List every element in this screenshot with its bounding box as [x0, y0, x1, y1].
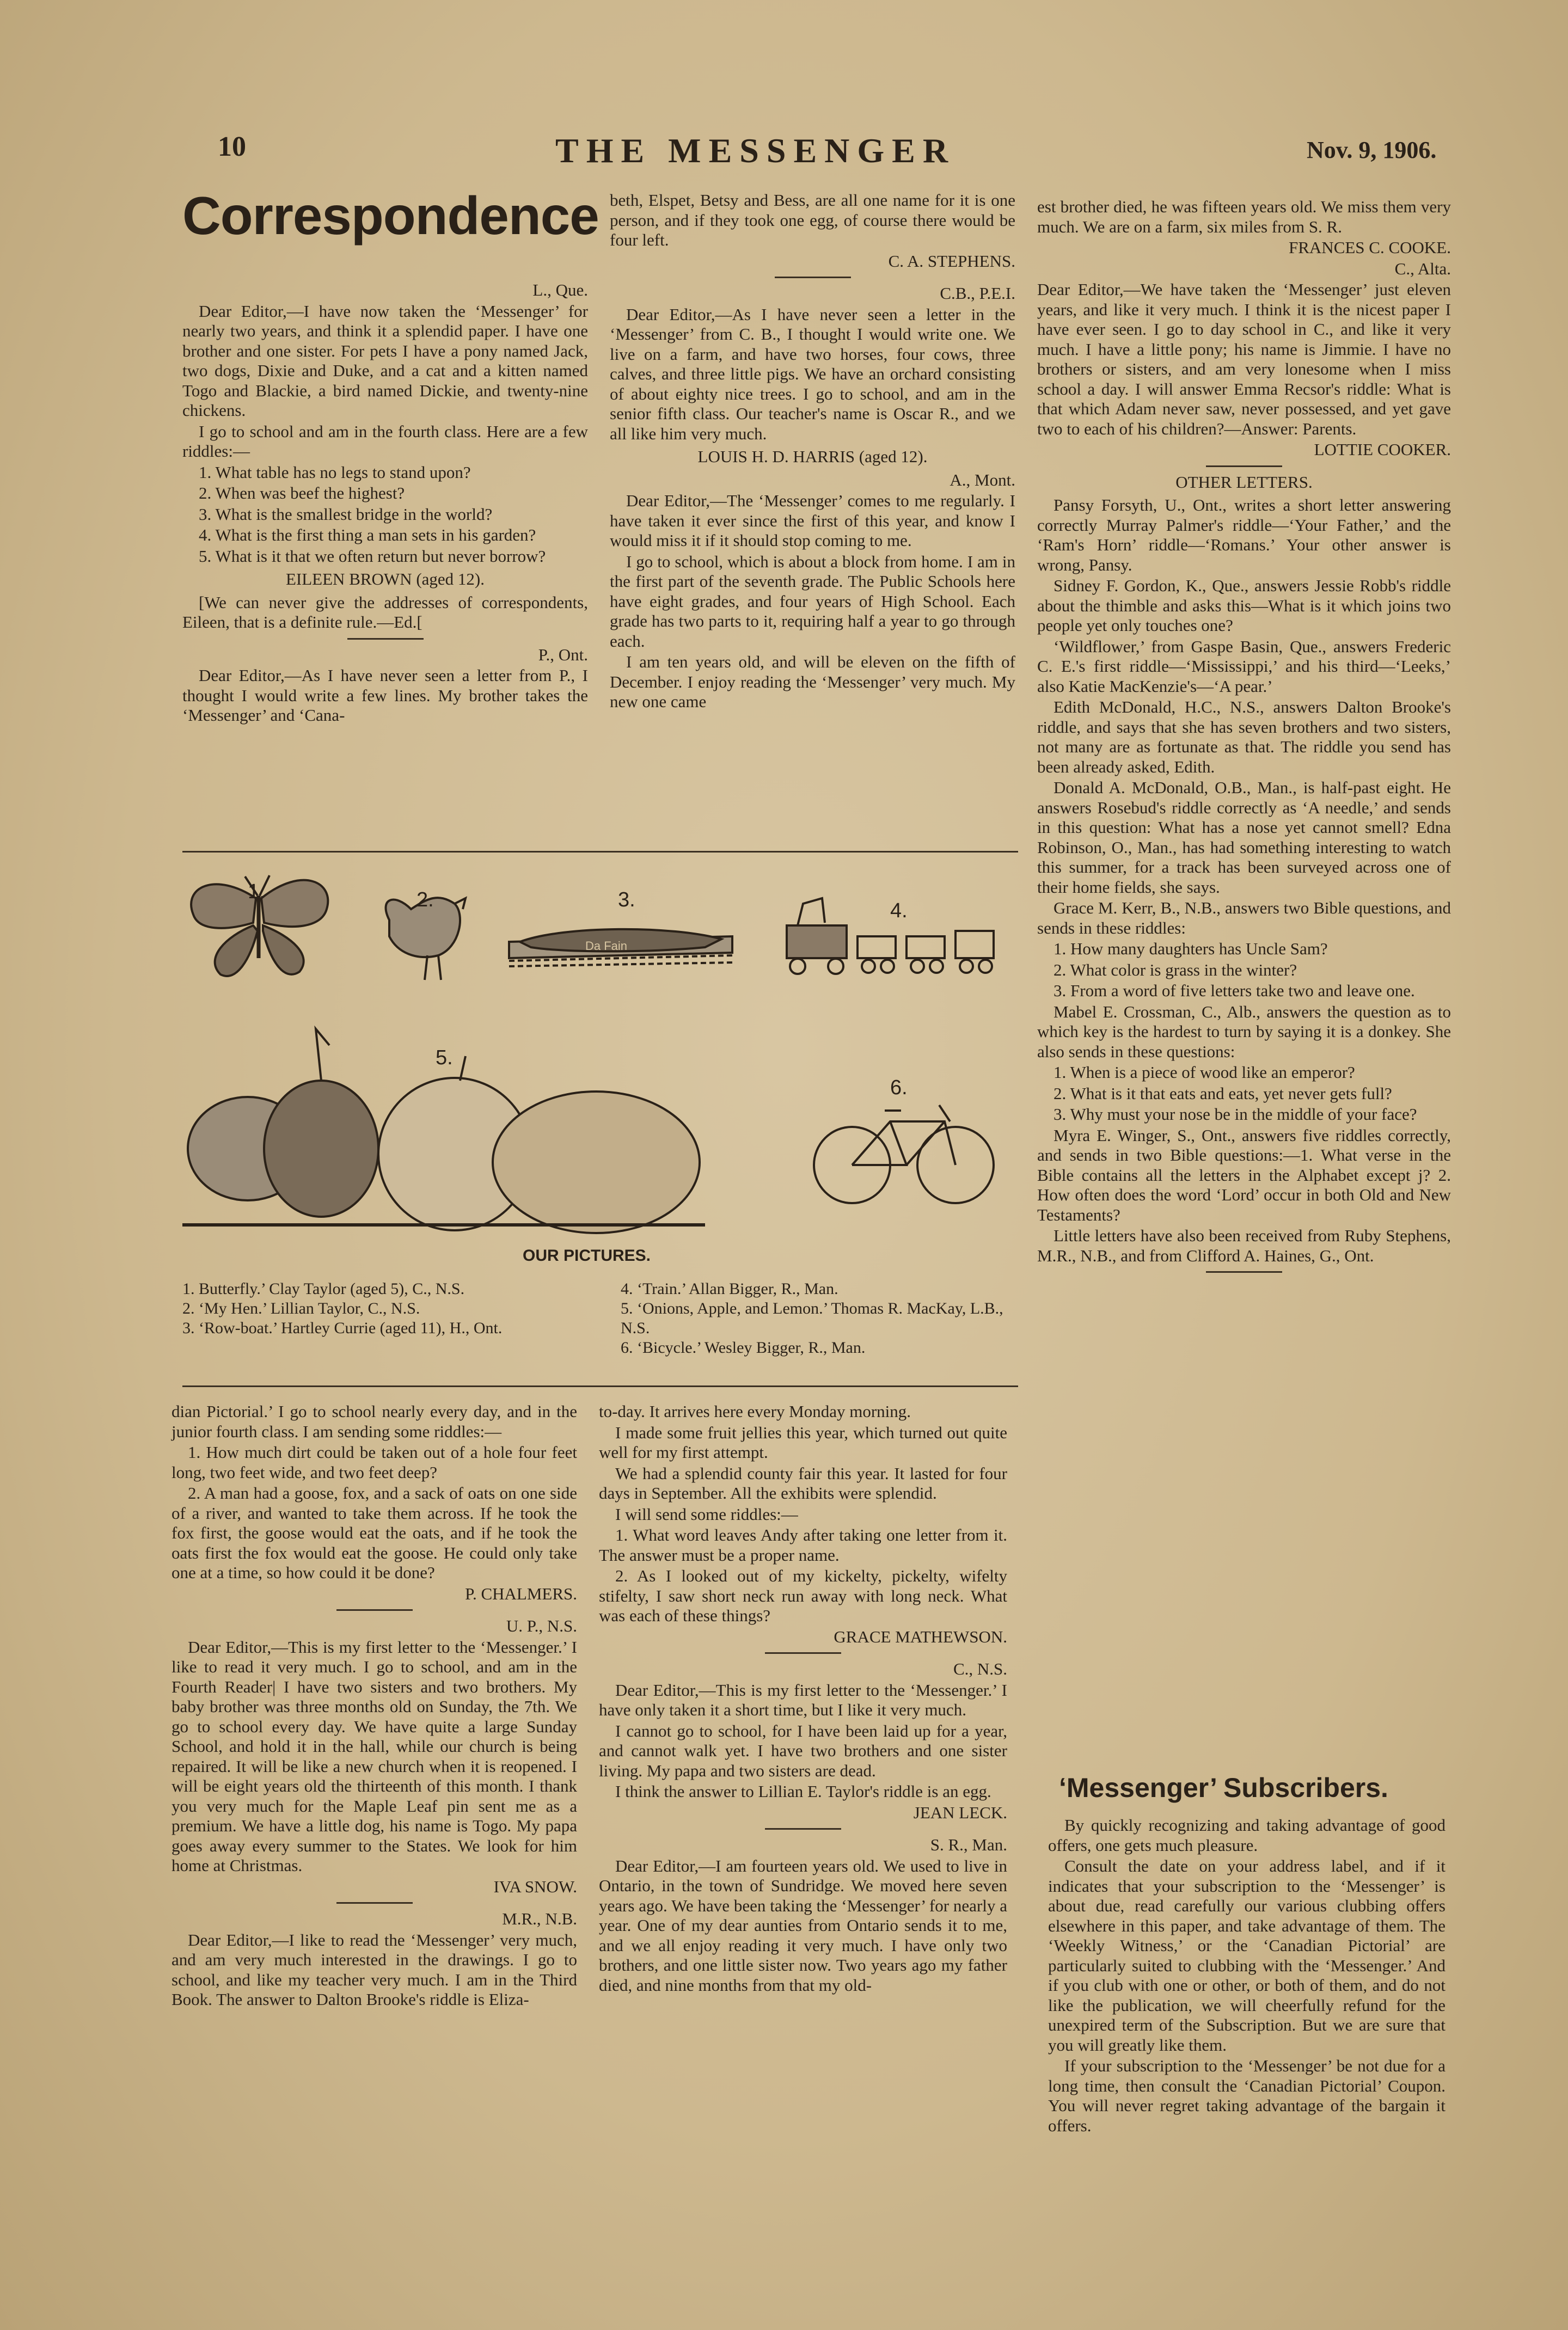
paragraph: Dear Editor,—I have now taken the ‘Messenger’ for nearly two years, and think it a splendid paper. I have one brother and one sister. For pets I have a pony named Jack, two dogs, Dixie and Duke, and a cat and a kitten named Togo and Blackie, a bird named Dickie, and twenty-nine chickens.	[182, 301, 588, 420]
separator-rule	[1206, 465, 1282, 467]
paragraph: Pansy Forsyth, U., Ont., writes a short letter answering correctly Murray Palmer's riddle—‘Your Father,’ and the ‘Ram's Horn’ riddle—‘Romans.’ Your other answer is wrong, Pansy.	[1037, 495, 1451, 574]
pictures-title: OUR PICTURES.	[523, 1247, 651, 1265]
paragraph: 3. Why must your nose be in the middle of your face?	[1054, 1105, 1417, 1124]
picture-label-4: 4.	[890, 899, 908, 922]
paragraph: I made some fruit jellies this year, which turned out quite well for my first attempt.	[599, 1422, 1007, 1462]
pictures-top-rule	[182, 851, 1018, 853]
picture-caption: 5. ‘Onions, Apple, and Lemon.’ Thomas R. MacKay, L.B., N.S.	[621, 1299, 1003, 1337]
dateline-or-signature: P., Ont.	[538, 645, 588, 664]
column-1	[182, 280, 588, 727]
paragraph: Sidney F. Gordon, K., Que., answers Jessie Robb's riddle about the thimble and asks this—What is it which joins two people yet only touches one?	[1037, 576, 1451, 635]
paragraph: 1. What table has no legs to stand upon?	[199, 462, 471, 482]
paragraph: Little letters have also been received from Ruby Stephens, M.R., N.B., and from Clifford A. Haines, G., Ont.	[1037, 1226, 1451, 1265]
paragraph: I think the answer to Lillian E. Taylor's riddle is an egg.	[615, 1782, 991, 1801]
paragraph: I am ten years old, and will be eleven on the fifth of December. I enjoy reading the ‘Messenger’ very much. My new one came	[610, 652, 1015, 711]
paragraph: 2. What color is grass in the winter?	[1054, 960, 1297, 979]
paragraph: Dear Editor,—I like to read the ‘Messenger’ very much, and am very much interested in the drawings. I go to school, and like my teacher very much. I am in the Third Book. The answer to Dalton Brooke's riddle is Eliza-	[171, 1930, 577, 2009]
picture-label-1: 1.	[248, 880, 265, 903]
separator-rule	[765, 1652, 841, 1654]
paragraph: I go to school and am in the fourth class. Here are a few riddles:—	[182, 421, 588, 461]
boat-inscription: Da Fain	[585, 939, 628, 953]
column-5	[599, 1402, 1007, 1996]
masthead-title: THE MESSENGER	[555, 131, 956, 170]
paragraph: 1. How many daughters has Uncle Sam?	[1054, 939, 1328, 958]
dateline-or-signature: S. R., Man.	[930, 1835, 1007, 1854]
subscribers-notice	[1048, 1816, 1445, 2137]
page-number: 10	[218, 131, 246, 162]
paragraph: 2. What is it that eats and eats, yet never gets full?	[1054, 1083, 1392, 1103]
picture-label-2: 2.	[416, 888, 434, 911]
children-drawings	[182, 866, 1018, 1241]
paragraph: I go to school, which is about a block from home. I am in the first part of the seventh grade. The Public Schools here have eight grades, and four years of High School. Each grade has two parts to it, requiring half a year to go through each.	[610, 551, 1015, 651]
paragraph: 5. What is it that we often return but never borrow?	[199, 546, 546, 566]
paragraph: 2. When was beef the highest?	[199, 483, 405, 502]
separator-rule	[336, 1902, 413, 1904]
paragraph: Dear Editor,—As I have never seen a letter in the ‘Messenger’ from C. B., I thought I would write one. We live on a farm, and have two horses, four cows, three calves, and three little pigs. We have an orchard consisting of about eighty nice trees. I go to school, and am in the senior fifth class. Our teacher's name is Oscar R., and we all like him very much.	[610, 304, 1015, 443]
dateline-or-signature: U. P., N.S.	[506, 1616, 577, 1635]
centered-line: OTHER LETTERS.	[1175, 472, 1313, 492]
paragraph: Myra E. Winger, S., Ont., answers five riddles correctly, and sends in two Bible questions:—1. What verse in the Bible contains all the letters in the Alphabet except j? 2. How often does the word ‘Lord’ occur in both Old and New Testaments?	[1037, 1125, 1451, 1224]
column-2	[610, 191, 1015, 713]
section-title: Correspondence	[182, 186, 599, 246]
paragraph: to-day. It arrives here every Monday morning.	[599, 1402, 911, 1421]
dateline-or-signature: L., Que.	[532, 280, 588, 299]
paragraph: 2. As I looked out of my kickelty, pickelty, wifelty stifelty, I saw short neck run away with long neck. What was each of these things?	[599, 1566, 1007, 1625]
dateline-or-signature: LOTTIE COOKER.	[1314, 440, 1451, 459]
picture-caption: 2. ‘My Hen.’ Lillian Taylor, C., N.S.	[182, 1299, 420, 1317]
subscribers-paragraph: If your subscription to the ‘Messenger’ be not due for a long time, then consult the ‘Canadian Pictorial’ Coupon. You will never regret taking advantage of the bargain it offers.	[1048, 2056, 1445, 2135]
paragraph: Dear Editor,—We have taken the ‘Messenger’ just eleven years, and like it very much. I think it is the nicest paper I have ever seen. I go to day school in C., and like it very much. I have a little pony; his name is Jimmie. I have no brothers or sisters, and am very lonesome when I miss school a day. I will answer Emma Recsor's riddle: What is that which Adam never saw, never possessed, and yet gave two to each of his children?—Answer: Parents.	[1037, 280, 1451, 438]
paragraph: Edith McDonald, H.C., N.S., answers Dalton Brooke's riddle, and says that she has seven brothers and two sisters, not many are as fortunate as that. The riddle you send has been already asked, Edith.	[1037, 697, 1451, 776]
dateline-or-signature: C., Alta.	[1394, 259, 1451, 278]
captions-left	[182, 1279, 596, 1338]
paragraph: Dear Editor,—As I have never seen a letter from P., I thought I would write a few lines. My brother takes the ‘Messenger’ and ‘Cana-	[182, 666, 588, 725]
picture-caption: 1. Butterfly.’ Clay Taylor (aged 5), C., N.S.	[182, 1280, 465, 1298]
paragraph: I will send some riddles:—	[615, 1504, 798, 1524]
paragraph: 1. How much dirt could be taken out of a hole four feet long, two feet wide, and two feet deep?	[171, 1443, 577, 1482]
pictures-bottom-rule	[182, 1385, 1018, 1387]
separator-rule	[336, 1609, 413, 1611]
paragraph: Donald A. McDonald, O.B., Man., is half-past eight. He answers Rosebud's riddle correctly as ‘A needle,’ and sends in this question: What has a nose yet cannot smell? Edna Robinson, O., Man., has had something interesting to watch this summer, for a track has been surveyed across one of their home fields, she says.	[1037, 778, 1451, 897]
picture-label-3: 3.	[618, 888, 635, 911]
paragraph: 3. From a word of five letters take two and leave one.	[1054, 981, 1415, 1000]
subscribers-paragraph: Consult the date on your address label, and if it indicates that your subscription to the ‘Messenger’ is about due, read carefully our various clubbing offers elsewhere in this paper, and take advantage of them. The ‘Weekly Witness,’ or the ‘Canadian Pictorial’ are particularly suited to clubbing with the ‘Messenger.’ And if you club with one or other, or both of them, and do not like the publication, we will cheerfully refund for the unexpired term of the Subscription. But we are sure that you will greatly like them.	[1048, 1856, 1445, 2055]
captions-right	[621, 1279, 1018, 1358]
dateline-or-signature: C., N.S.	[953, 1659, 1007, 1678]
picture-caption: 6. ‘Bicycle.’ Wesley Bigger, R., Man.	[621, 1339, 866, 1357]
picture-caption: 4. ‘Train.’ Allan Bigger, R., Man.	[621, 1280, 838, 1298]
paragraph: We had a splendid county fair this year. It lasted for four days in September. All the exhibits were splendid.	[599, 1463, 1007, 1503]
paragraph: [We can never give the addresses of correspondents, Eileen, that is a definite rule.—Ed.[	[182, 592, 588, 631]
centered-line: EILEEN BROWN (aged 12).	[285, 569, 485, 588]
paragraph: est brother died, he was fifteen years old. We miss them very much. We are on a farm, six miles from S. R.	[1037, 197, 1451, 236]
paragraph: 1. When is a piece of wood like an emperor?	[1054, 1063, 1355, 1082]
subscribers-title: ‘Messenger’ Subscribers.	[1059, 1773, 1388, 1803]
paragraph: Mabel E. Crossman, C., Alb., answers the question as to which key is the hardest to turn by saying it is a donkey. She also sends in these questions:	[1037, 1002, 1451, 1061]
subscribers-paragraph: By quickly recognizing and taking advantage of good offers, one gets much pleasure.	[1048, 1816, 1445, 1855]
centered-line: LOUIS H. D. HARRIS (aged 12).	[697, 447, 928, 466]
separator-rule	[775, 277, 851, 278]
paragraph: Dear Editor,—The ‘Messenger’ comes to me regularly. I have taken it ever since the first of this year, and know I would miss it if it should stop coming to me.	[610, 491, 1015, 550]
separator-rule	[765, 1828, 841, 1830]
paragraph: 2. A man had a goose, fox, and a sack of oats on one side of a river, and wanted to take them across. If he took the fox first, the goose would eat the oats, and if he took the oats first the fox would eat the goose. He could only take one at a time, so how could it be done?	[171, 1483, 577, 1582]
picture-label-6: 6.	[890, 1076, 908, 1099]
bicycle-drawing	[814, 1105, 994, 1203]
paragraph: 4. What is the first thing a man sets in his garden?	[199, 525, 536, 544]
issue-date: Nov. 9, 1906.	[1307, 137, 1437, 163]
paragraph: 3. What is the smallest bridge in the world?	[199, 504, 493, 524]
paragraph: ‘Wildflower,’ from Gaspe Basin, Que., answers Frederic C. E.'s first riddle—‘Mississippi,’ and his third—‘Leeks,’ also Katie MacKenzie's—‘A pear.’	[1037, 636, 1451, 696]
dateline-or-signature: FRANCES C. COOKE.	[1289, 238, 1451, 257]
dateline-or-signature: M.R., N.B.	[502, 1909, 577, 1928]
paragraph: Dear Editor,—This is my first letter to the ‘Messenger.’ I like to read it very much. I go to school, and am in the Fourth Reader| I have two sisters and two brothers. My baby brother was three months old on Sunday, the 7th. We go to school every day. We have quite a large Sunday School, and hold it in the hall, while our church is being repaired. It will be like a new church when it is reopened. I will be eight years old the thirteenth of this month. I thank you very much for the Maple Leaf pin sent me as a premium. We have a little dog, his name is Togo. My papa goes away every summer to the States. We look for him home at Christmas.	[171, 1637, 577, 1875]
paragraph: Grace M. Kerr, B., N.B., answers two Bible questions, and sends in these riddles:	[1037, 898, 1451, 937]
column-4	[171, 1402, 577, 2011]
separator-rule	[347, 638, 424, 640]
column-3	[1037, 197, 1451, 1278]
dateline-or-signature: A., Mont.	[950, 470, 1015, 489]
paragraph: 1. What word leaves Andy after taking one letter from it. The answer must be a proper name.	[599, 1525, 1007, 1565]
paragraph: Dear Editor,—I am fourteen years old. We used to live in Ontario, in the town of Sundridge. We moved here seven years ago. We have been taking the ‘Messenger’ for nearly a year. One of my dear aunties from Ontario sends it to me, and we all enjoy reading it very much. I have only two brothers, and one little sister now. Two years ago my father died, and nine months from that my old-	[599, 1856, 1007, 1995]
dateline-or-signature: GRACE MATHEWSON.	[834, 1627, 1007, 1646]
dateline-or-signature: IVA SNOW.	[493, 1877, 577, 1896]
picture-label-5: 5.	[436, 1046, 453, 1069]
picture-caption: 3. ‘Row-boat.’ Hartley Currie (aged 11), H., Ont.	[182, 1319, 503, 1337]
dateline-or-signature: C. A. STEPHENS.	[888, 251, 1015, 271]
separator-rule	[1206, 1271, 1282, 1273]
paragraph: beth, Elspet, Betsy and Bess, are all one name for it is one person, and if they took one egg, of course there would be four left.	[610, 191, 1015, 249]
paragraph: Dear Editor,—This is my first letter to the ‘Messenger.’ I have only taken it a short time, but I like it very much.	[599, 1680, 1007, 1719]
dateline-or-signature: C.B., P.E.I.	[940, 284, 1015, 303]
dateline-or-signature: P. CHALMERS.	[465, 1584, 577, 1603]
paragraph: dian Pictorial.’ I go to school nearly every day, and in the junior fourth class. I am sending some riddles:—	[171, 1402, 577, 1441]
paragraph: I cannot go to school, for I have been laid up for a year, and cannot walk yet. I have two brothers and one sister living. My papa and two sisters are dead.	[599, 1721, 1007, 1780]
dateline-or-signature: JEAN LECK.	[913, 1802, 1007, 1822]
